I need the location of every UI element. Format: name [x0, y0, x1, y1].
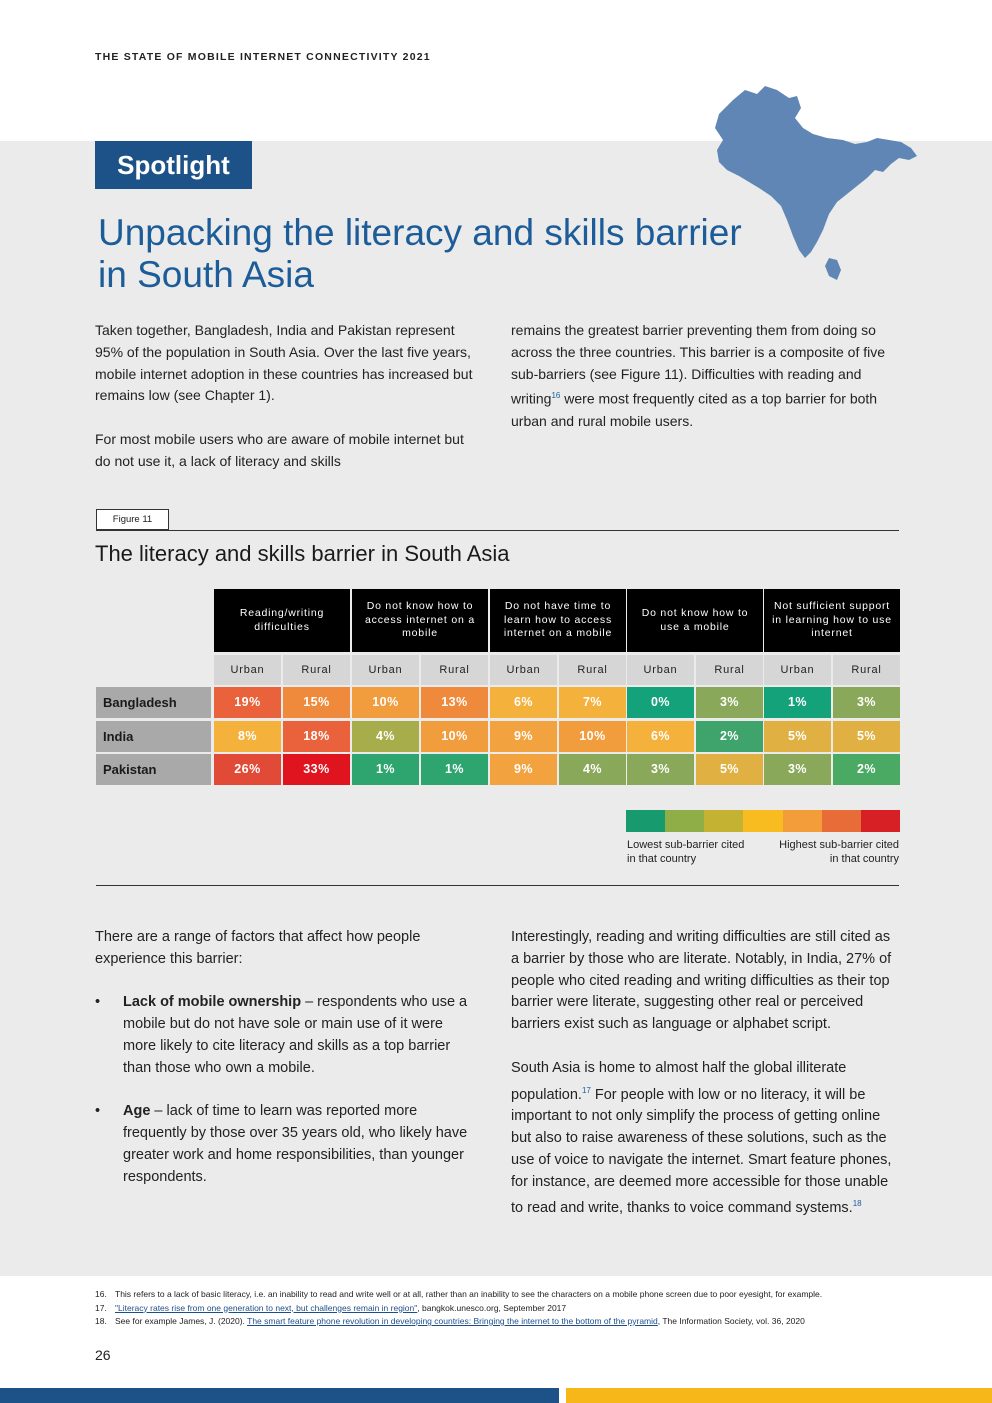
title-line-2: in South Asia: [98, 254, 314, 295]
table-cell: 9%: [490, 721, 557, 752]
running-title: THE STATE OF MOBILE INTERNET CONNECTIVITY 2021: [95, 51, 431, 63]
body-right-p2-a: South Asia is home to almost half the global illiterate population.: [511, 1059, 847, 1103]
sub-column-header: Urban: [214, 655, 281, 685]
intro-col2-b: were most frequently cited as a top barrier for both urban and rural mobile users.: [511, 391, 878, 429]
figure-bottom-rule: [96, 885, 899, 886]
table-cell: 2%: [833, 754, 900, 785]
footnote-number: 18.: [95, 1316, 107, 1326]
legend-swatch: [665, 810, 704, 832]
table-cell: 5%: [696, 754, 763, 785]
intro-col1-p2: For most mobile users who are aware of mobile internet but do not use it, a lack of literacy and skills: [95, 431, 464, 469]
table-cell: 3%: [833, 687, 900, 718]
legend-low-label: Lowest sub-barrier cited in that country: [627, 839, 745, 865]
footnote-16: [95, 1288, 822, 1302]
table-cell: 1%: [352, 754, 419, 785]
legend-swatch: [822, 810, 861, 832]
table-cell: 13%: [421, 687, 488, 718]
footnote-ref-17[interactable]: 17: [581, 1085, 591, 1095]
figure-top-rule: [96, 530, 899, 531]
legend-swatch: [704, 810, 743, 832]
table-cell: 3%: [764, 754, 831, 785]
body-right-p2: [511, 1058, 896, 1220]
table-cell: 10%: [352, 687, 419, 718]
legend-swatch: [861, 810, 900, 832]
table-cell: 1%: [764, 687, 831, 718]
table-cell: 15%: [283, 687, 350, 718]
table-cell: 6%: [490, 687, 557, 718]
table-cell: 3%: [627, 754, 694, 785]
sub-column-header: Rural: [559, 655, 626, 685]
footnote-text: See for example James, J. (2020).: [115, 1316, 248, 1326]
table-cell: 4%: [352, 721, 419, 752]
intro-col1-p1: Taken together, Bangladesh, India and Pakistan represent 95% of the population in South Asia. Over the last five years, mobile internet adoption in these countries has increased but remains low (see Chapter 1).: [95, 322, 473, 404]
bullet-ownership-text: – respondents who use a mobile but do not have sole or main use of it were more likely to cite literacy and skills as a top barrier than those who own a mobile.: [123, 994, 468, 1076]
body-left-column: [95, 927, 475, 1189]
footnote-ref-18[interactable]: 18: [852, 1199, 862, 1209]
legend-high-label: Highest sub-barrier cited in that country: [779, 839, 899, 865]
table-cell: 2%: [696, 721, 763, 752]
table-cell: 8%: [214, 721, 281, 752]
table-cell: 7%: [559, 687, 626, 718]
sub-column-header: Rural: [283, 655, 350, 685]
row-label: Bangladesh: [96, 687, 211, 718]
table-cell: 10%: [421, 721, 488, 752]
table-cell: 5%: [764, 721, 831, 752]
figure-title: The literacy and skills barrier in South Asia: [95, 541, 510, 566]
table-cell: 5%: [833, 721, 900, 752]
sub-column-header: Urban: [490, 655, 557, 685]
table-cell: 19%: [214, 687, 281, 718]
footnote-text: This refers to a lack of basic literacy, i.e. an inability to read and write well or at all, rather than an inability to see the characters on a mobile phone screen due to poor eyesight, for example.: [115, 1289, 823, 1299]
intro-col2: [511, 320, 896, 433]
column-header: Do not know how to use a mobile: [627, 589, 763, 652]
bullet-age-title: Age: [123, 1103, 151, 1120]
intro-col2-a: remains the greatest barrier preventing them from doing so across the three countries. This barrier is a composite of five sub-barriers (see Figure 11). Difficulties with reading and writing: [511, 322, 886, 408]
footnote-link[interactable]: "Literacy rates rise from one generation to next, but challenges remain in region": [115, 1302, 418, 1313]
footer-bar-yellow: [566, 1388, 992, 1403]
table-cell: 9%: [490, 754, 557, 785]
body-left-intro: There are a range of factors that affect how people experience this barrier:: [95, 929, 421, 967]
bullet-mark: •: [95, 1103, 101, 1120]
footnote-18: [95, 1315, 822, 1329]
footer-bar-blue: [0, 1388, 559, 1403]
table-cell: 33%: [283, 754, 350, 785]
bullet-age: [95, 1101, 475, 1188]
sub-column-header: Urban: [764, 655, 831, 685]
title-line-1: Unpacking the literacy and skills barrier: [98, 212, 742, 253]
bullet-ownership: [95, 992, 475, 1079]
body-right-p2-b: For people with low or no literacy, it will be important to not only simplify the process of getting online but also to raise awareness of these solutions, such as the use of voice to navigate the internet. Smart feature phones, for instance, are deemed more accessible for those unable to read and write, thanks to voice command systems.: [511, 1086, 892, 1217]
row-label: India: [96, 721, 211, 752]
bullet-ownership-title: Lack of mobile ownership: [123, 994, 302, 1011]
table-cell: 4%: [559, 754, 626, 785]
table-cell: 3%: [696, 687, 763, 718]
figure-label: Figure 11: [96, 509, 169, 530]
column-header: Do not have time to learn how to access internet on a mobile: [490, 589, 626, 652]
body-right-column: [511, 927, 896, 1220]
spotlight-badge: Spotlight: [95, 141, 252, 189]
footnote-number: 16.: [95, 1289, 107, 1299]
column-header: Reading/writing difficulties: [214, 589, 350, 652]
sub-column-header: Rural: [421, 655, 488, 685]
table-cell: 0%: [627, 687, 694, 718]
table-cell: 6%: [627, 721, 694, 752]
table-cell: 1%: [421, 754, 488, 785]
page-title: [98, 212, 788, 296]
table-cell: 26%: [214, 754, 281, 785]
footnote-number: 17.: [95, 1302, 107, 1313]
table-cell: 18%: [283, 721, 350, 752]
bullet-age-text: – lack of time to learn was reported more frequently by those over 35 years old, who likely have greater work and home responsibilities, than younger respondents.: [123, 1103, 468, 1185]
column-header: Do not know how to access internet on a mobile: [352, 589, 488, 652]
footnote-ref-16[interactable]: 16: [551, 391, 561, 401]
column-header: Not sufficient support in learning how to use internet: [764, 589, 900, 652]
sub-column-header: Urban: [352, 655, 419, 685]
footnote-17: [95, 1302, 822, 1316]
footnotes: [95, 1288, 822, 1329]
bullet-mark: •: [95, 994, 101, 1011]
footnote-text: , bangkok.unesco.org, September 2017: [417, 1302, 567, 1313]
footnote-text: , The Information Society, vol. 36, 2020: [657, 1316, 805, 1326]
page-number: 26: [95, 1347, 111, 1363]
sub-column-header: Rural: [696, 655, 763, 685]
footnote-link[interactable]: The smart feature phone revolution in developing countries: Bringing the internet to the bottom of the pyramid: [247, 1316, 658, 1326]
table-cell: 10%: [559, 721, 626, 752]
body-right-p1: Interestingly, reading and writing difficulties are still cited as a barrier by those who are literate. Notably, in India, 27% of people who cited reading and writing difficulties as their top barrier were literate, suggesting other real or perceived barriers exist such as language or alphabet script.: [511, 929, 892, 1033]
legend-swatch: [626, 810, 665, 832]
sub-column-header: Rural: [833, 655, 900, 685]
legend-swatch: [783, 810, 822, 832]
row-label: Pakistan: [96, 754, 211, 785]
legend-swatch: [743, 810, 783, 832]
sub-column-header: Urban: [627, 655, 694, 685]
